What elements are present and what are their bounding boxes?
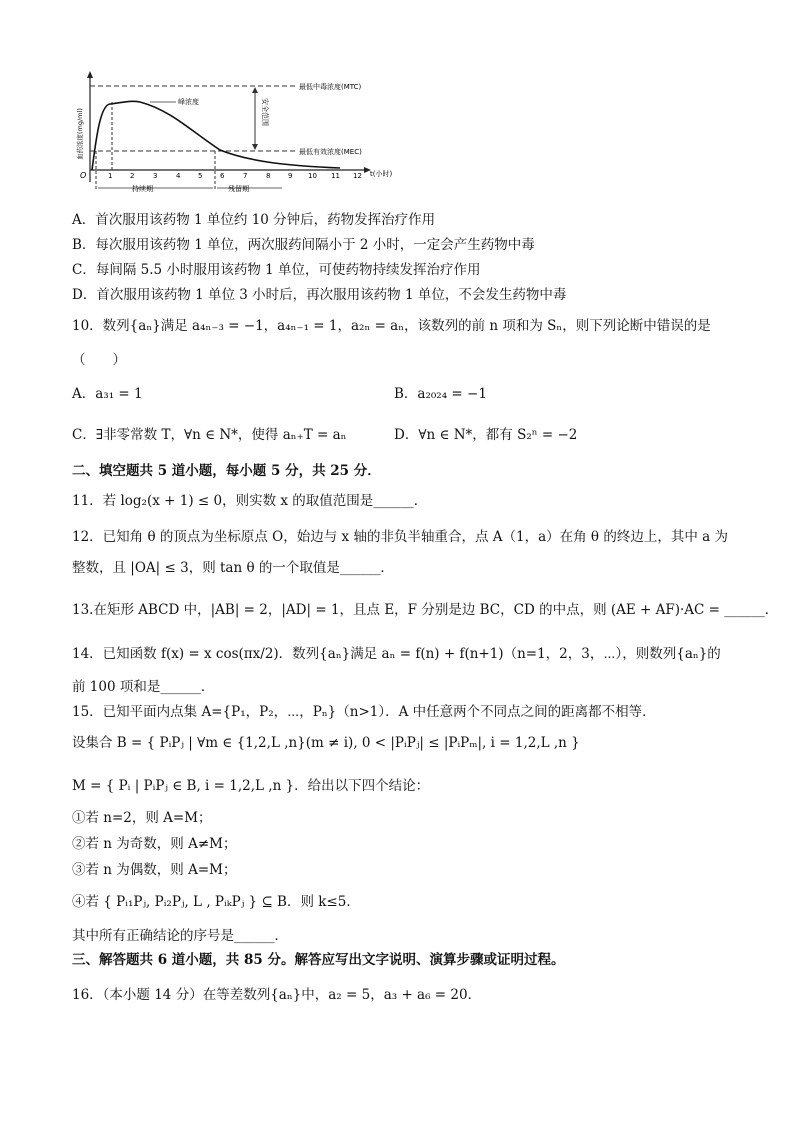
peak-label: 峰浓度 [178, 98, 199, 106]
x-tick: 12 [353, 172, 362, 180]
x-tick: 9 [288, 172, 293, 180]
y-axis-arrow [87, 71, 93, 78]
q10-option-c: C．∃非零常数 T，∀n ∈ N*，使得 aₙ₊T = aₙ [72, 427, 347, 443]
q12-line-1: 12．已知角 θ 的顶点为坐标原点 O，始边与 x 轴的非负半轴重合，点 A（1，a）在角 θ 的终边上，其中 a 为 [72, 529, 728, 545]
q10-option-a: A．a₃₁ = 1 [72, 386, 143, 402]
residual-label: 残留期 [228, 185, 249, 193]
x-axis-label: t(小时) [370, 170, 393, 178]
y-axis-label: 血药浓度(mg/ml) [76, 108, 84, 160]
mtc-label: 最低中毒浓度(MTC) [299, 83, 362, 91]
concentration-figure [70, 70, 400, 200]
safe-arrow-down [252, 144, 258, 150]
x-tick: 2 [130, 172, 135, 180]
q15-line-3: M = { Pᵢ | PᵢPⱼ ∈ B, i = 1,2,L ,n }．给出以下四个结论： [72, 778, 430, 794]
q10-stem: 10．数列{aₙ}满足 a₄ₙ₋₃ = −1，a₄ₙ₋₁ = 1，a₂ₙ = aₙ，该数列的前 n 项和为 Sₙ，则下列论断中错误的是 [72, 318, 711, 334]
section-3-heading: 三、解答题共 6 道小题，共 85 分。解答应写出文字说明、演算步骤或证明过程。 [72, 952, 565, 968]
x-tick: 3 [153, 172, 158, 180]
q15-conclusion-1: ①若 n=2，则 A=M； [72, 810, 212, 826]
q10-option-b: B．a₂₀₂₄ = −1 [394, 386, 487, 402]
x-tick: 7 [243, 172, 248, 180]
q15-line-2: 设集合 B = { PᵢPⱼ | ∀m ∈ {1,2,L ,n}(m ≠ i), 0 < |PᵢPⱼ| ≤ |PᵢPₘ|, i = 1,2,L ,n } [72, 735, 580, 751]
mec-label: 最低有效浓度(MEC) [299, 148, 362, 156]
q12-line-2: 整数，且 |OA| ≤ 3，则 tan θ 的一个取值是______． [72, 560, 394, 576]
x-tick: 4 [176, 172, 181, 180]
q15-line-1: 15．已知平面内点集 A={P₁，P₂，⋯，Pₙ}（n>1）．A 中任意两个不同点之间的距离都不相等． [72, 704, 656, 720]
q9-option-d: D．首次服用该药物 1 单位 3 小时后，再次服用该药物 1 单位，不会发生药物中毒 [72, 287, 567, 303]
x-tick: 10 [308, 172, 317, 180]
safe-range-label: 安全范围 [261, 98, 269, 126]
q9-option-a: A．首次服用该药物 1 单位约 10 分钟后，药物发挥治疗作用 [72, 212, 436, 228]
q15-tail: 其中所有正确结论的序号是______． [72, 928, 288, 944]
q15-conclusion-3: ③若 n 为偶数，则 A=M； [72, 862, 237, 878]
q13: 13.在矩形 ABCD 中，|AB| = 2，|AD| = 1，且点 E，F 分别是边 BC，CD 的中点，则 (AE + AF)·AC = ______． [72, 602, 779, 618]
concentration-curve [92, 101, 340, 170]
q9-option-b: B．每次服用该药物 1 单位，两次服药间隔小于 2 小时，一定会产生药物中毒 [72, 237, 535, 253]
q16: 16．（本小题 14 分）在等差数列{aₙ}中，a₂ = 5，a₃ + a₆ = 20． [72, 987, 482, 1003]
section-2-heading: 二、填空题共 5 道小题，每小题 5 分，共 25 分． [72, 463, 381, 479]
q10-option-d: D．∀n ∈ N*，都有 S₂ⁿ = −2 [394, 427, 578, 443]
q11: 11．若 log₂(x + 1) ≤ 0，则实数 x 的取值范围是______． [72, 493, 428, 509]
duration-label: 持续期 [132, 185, 153, 193]
x-tick: 1 [108, 172, 113, 180]
x-tick-labels [108, 172, 362, 180]
q9-option-c: C．每间隔 5.5 小时服用该药物 1 单位，可使药物持续发挥治疗作用 [72, 262, 481, 278]
origin-label: O [80, 171, 87, 180]
x-tick: 8 [266, 172, 271, 180]
q14-line-2: 前 100 项和是______． [72, 679, 215, 695]
q15-conclusion-2: ②若 n 为奇数，则 A≠M； [72, 836, 237, 852]
x-tick: 5 [198, 172, 203, 180]
x-tick: 6 [220, 172, 225, 180]
q14-line-1: 14．已知函数 f(x) = x cos(πx/2)．数列{aₙ}满足 aₙ = f(n) + f(n+1)（n=1，2，3，⋯），则数列{aₙ}的 [72, 646, 721, 662]
safe-arrow-up [252, 87, 258, 93]
q15-conclusion-4: ④若 { Pᵢ₁Pⱼ, Pᵢ₂Pⱼ, L , PᵢₖPⱼ } ⊆ B．则 k≤5． [72, 894, 360, 910]
q10-paren: （ ） [72, 352, 126, 368]
x-tick: 11 [331, 172, 340, 180]
